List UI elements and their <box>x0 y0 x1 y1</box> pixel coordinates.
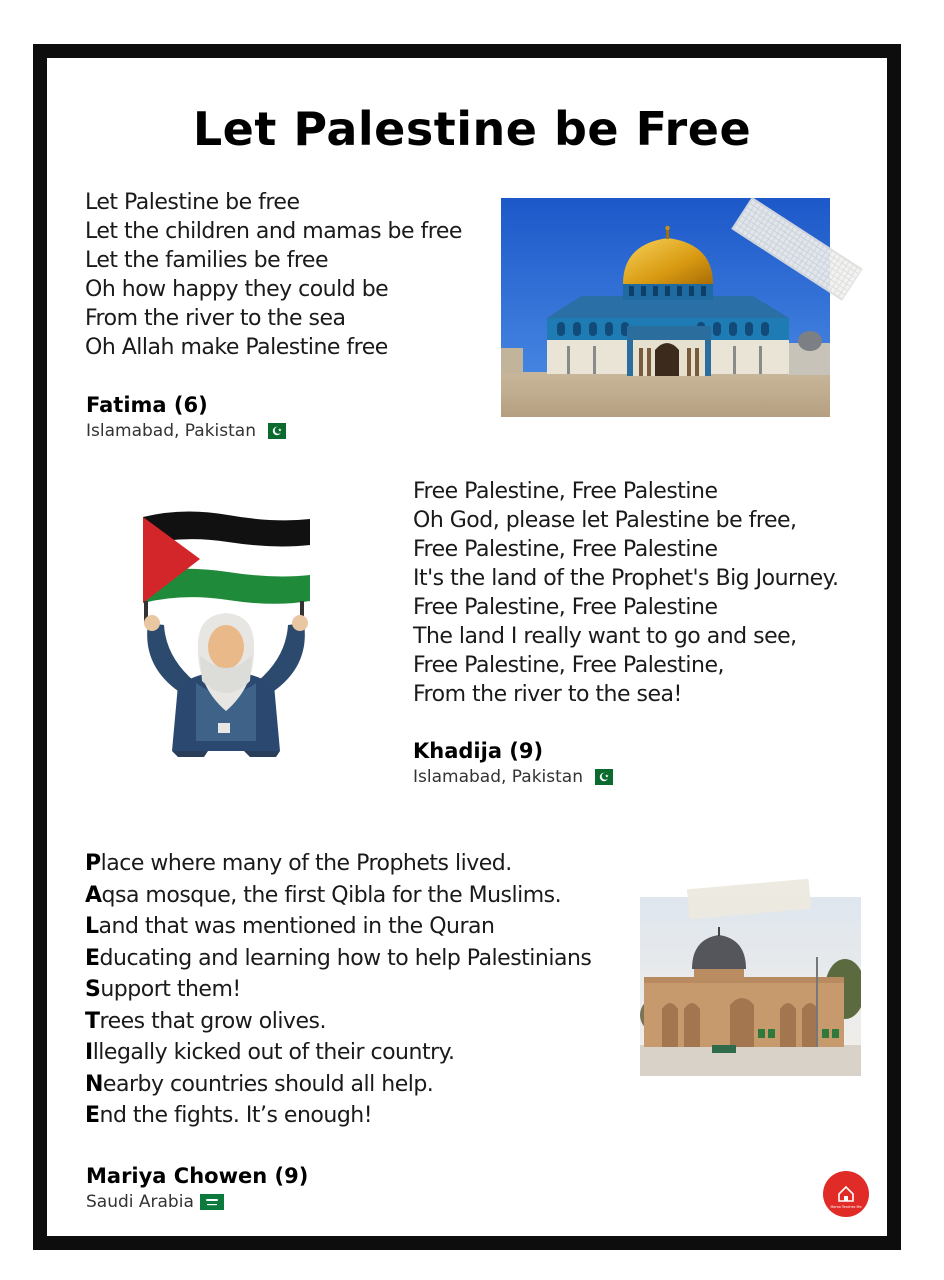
poem-line: Free Palestine, Free Palestine, <box>413 653 725 678</box>
saudi-flag-icon <box>200 1194 224 1210</box>
girl-holding-palestine-flag-illustration <box>138 505 318 757</box>
author-location <box>413 765 613 789</box>
brand-logo-icon <box>823 1171 869 1217</box>
acrostic-letter: S <box>85 977 101 1002</box>
author-location-text: Saudi Arabia <box>86 1192 194 1212</box>
poem-line: Oh God, please let Palestine be free, <box>413 508 797 533</box>
al-aqsa-mosque-photo <box>640 897 861 1076</box>
acrostic-letter: L <box>85 914 99 939</box>
poem-line <box>85 1037 591 1069</box>
page-title: Let Palestine be Free <box>192 102 752 156</box>
poem-line-text: rees that grow olives. <box>99 1008 326 1034</box>
author-location <box>86 419 286 443</box>
poem-line <box>85 880 591 912</box>
acrostic-letter: N <box>85 1071 103 1097</box>
acrostic-letter: T <box>85 1008 100 1034</box>
poem-line: From the river to the sea <box>85 306 346 331</box>
author-location-text: Islamabad, Pakistan <box>413 767 583 787</box>
poem-line-text: qsa mosque, the first Qibla for the Muslims. <box>101 882 562 908</box>
poem-line <box>85 848 591 880</box>
poem-line <box>85 974 591 1006</box>
poem-line: Oh Allah make Palestine free <box>85 335 388 360</box>
poem-line <box>85 911 591 943</box>
poem-khadija <box>413 477 839 709</box>
acrostic-letter: E <box>85 1103 100 1128</box>
poem-line <box>85 1100 591 1132</box>
author-block-mariya <box>86 1162 308 1214</box>
author-name: Khadija (9) <box>413 739 544 763</box>
poem-line-text: nd the fights. It’s enough! <box>99 1103 373 1128</box>
poem-line: Let Palestine be free <box>85 190 300 215</box>
pakistan-flag-icon <box>589 769 613 785</box>
acrostic-letter: P <box>85 851 101 876</box>
poem-line: Let the families be free <box>85 248 328 273</box>
logo-text: Mama Teaches Me <box>830 1205 862 1209</box>
poem-line-text: ducating and learning how to help Palestinians <box>99 945 592 971</box>
poem-line <box>85 943 591 975</box>
acrostic-letter: E <box>85 945 100 971</box>
author-name: Fatima (6) <box>86 393 208 417</box>
acrostic-letter: A <box>85 882 102 908</box>
poem-line <box>85 1069 591 1101</box>
poem-mariya-acrostic <box>85 848 591 1132</box>
poem-fatima <box>85 188 462 362</box>
poem-line-text: llegally kicked out of their country. <box>92 1040 455 1065</box>
author-location-text: Islamabad, Pakistan <box>86 421 256 441</box>
poem-line-text: lace where many of the Prophets lived. <box>100 851 512 876</box>
poem-line: Let the children and mamas be free <box>85 219 462 244</box>
author-location <box>86 1190 308 1214</box>
poem-line: Oh how happy they could be <box>85 277 389 302</box>
poem-line: Free Palestine, Free Palestine <box>413 537 718 562</box>
poem-line: Free Palestine, Free Palestine <box>413 595 718 620</box>
poem-line: It's the land of the Prophet's Big Journey. <box>413 566 839 591</box>
poem-line-text: earby countries should all help. <box>102 1071 434 1097</box>
author-block-khadija <box>413 737 613 789</box>
poem-line-text: and that was mentioned in the Quran <box>98 914 495 939</box>
author-block-fatima <box>86 391 286 443</box>
poem-line: Free Palestine, Free Palestine <box>413 479 718 504</box>
poem-line: From the river to the sea! <box>413 682 682 707</box>
pakistan-flag-icon <box>262 423 286 439</box>
acrostic-letter: I <box>85 1040 93 1065</box>
poem-line-text: upport them! <box>100 977 241 1002</box>
poem-line <box>85 1006 591 1038</box>
poem-line: The land I really want to go and see, <box>413 624 797 649</box>
author-name: Mariya Chowen (9) <box>86 1164 309 1188</box>
